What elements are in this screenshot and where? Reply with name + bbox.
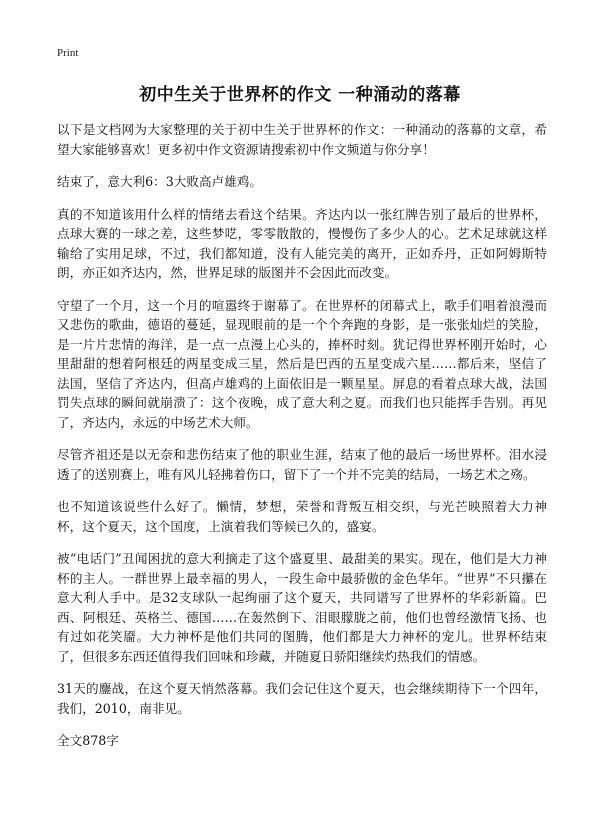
paragraph-zidane-farewell: 尽管齐祖还是以无奈和悲伤结束了他的职业生涯，结束了他的最后一场世界杯。泪水浸透了的送别赛上，唯有风儿轻拂着伤口，留下了一个并不完美的结局，一场艺术之殇。 [57,447,547,482]
paragraph-conclusion: 31天的鏖战，在这个夏天悄然落幕。我们会记住这个夏天，也会继续期待下一个四年，我们，2010，南非见。 [57,681,547,716]
document-body [57,120,547,750]
word-count: 全文878字 [57,733,119,748]
document-title: 初中生关于世界杯的作文 一种涌动的落幕 [139,85,461,105]
paragraph-intro: 以下是文档网为大家整理的关于初中生关于世界杯的作文：一种涌动的落幕的文章，希望大家能够喜欢！更多初中作文资源请搜索初中作文频道与你分享！ [57,122,547,157]
paragraph-result: 结束了，意大利6：3大败高卢雄鸡。 [57,174,262,189]
paragraph-summer: 也不知道该说些什么好了。懒情，梦想，荣誉和背叛互相交织，与光芒映照着大力神杯，这个夏天，这个国度，上演着我们等候已久的，盛宴。 [57,499,547,534]
paragraph-reaction: 真的不知道该用什么样的情绪去看这个结果。齐达内以一张红牌告别了最后的世界杯，点球大赛的一球之差，这些梦呓，零零散散的，慢慢伤了多少人的心。艺术足球就这样输给了实用足球，不过，我们都知道，没有人能完美的离开，正如乔丹，正如阿姆斯特朗，亦正如齐达内，然，世界足球的版图并不会因此而改变。 [57,206,547,280]
paragraph-italy-champion: 被“电话门”丑闻困扰的意大利摘走了这个盛夏里、最甜美的果实。现在，他们是大力神杯的主人。一群世界上最幸福的男人，一段生命中最骄傲的金色华年。“世界”不只攥在意大利人手中。是32支球队一起绚丽了这个夏天，共同谱写了世界杯的华彩新篇。巴西、阿根廷、英格兰、德国……在轰然倒下、泪眼朦胧之前，他们也曾经激情飞扬、也有过如花笑靥。大力神杯是他们共同的图腾，他们都是大力神杯的宠儿。世界杯结束了，但很多东西还值得我们回味和珍藏，并随夏日骄阳继续灼热我们的情感。 [57,551,547,664]
print-label[interactable]: Print [57,47,79,59]
paragraph-closing-ceremony: 守望了一个月，这一个月的喧嚣终于谢幕了。在世界杯的闭幕式上，歌手们唱着浪漫而又悲伤的歌曲，德语的蔓延，显现眼前的是一个个奔跑的身影，是一张张灿烂的笑脸，是一片片悲情的海洋，是一点一点漫上心头的，捧杯时刻。犹记得世界杯刚开始时，心里甜甜的想着阿根廷的两星变成三星，然后是巴西的五星变成六星……都后来，坚信了法国，坚信了齐达内，但高卢雄鸡的上面依旧是一颗星星。屏息的看着点球大战，法国罚失点球的瞬间就崩溃了：这个夜晚，成了意大利之夏。而我们也只能挥手告别。再见了，齐达内，永远的中场艺术大师。 [57,297,547,430]
